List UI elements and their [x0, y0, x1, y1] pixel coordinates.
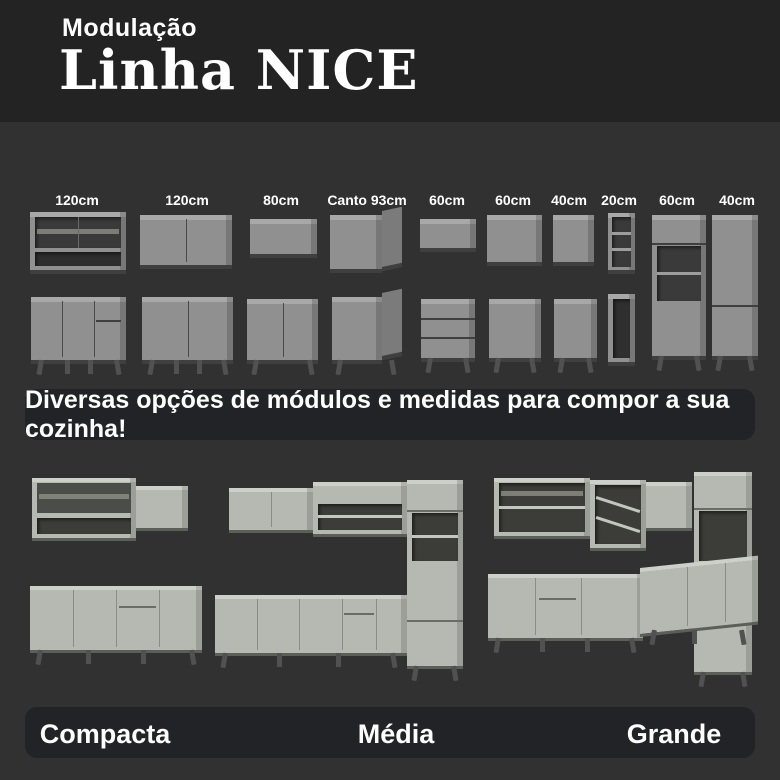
door-divider — [78, 217, 79, 248]
door-divider — [188, 301, 189, 357]
kitchen-grande — [480, 452, 778, 688]
door-divider — [271, 492, 272, 527]
module-size-label: 60cm — [659, 192, 695, 208]
base-cabinet-corner-run — [640, 556, 758, 637]
module-size-label: 80cm — [263, 192, 299, 208]
page-title: Linha NICE — [59, 38, 419, 102]
base-cabinet-80 — [247, 299, 318, 364]
shelf — [499, 506, 585, 509]
tall-tower-60 — [652, 215, 706, 360]
shelf — [612, 232, 631, 235]
glass-panel — [37, 483, 131, 513]
door-divider — [116, 590, 117, 647]
legs — [338, 360, 394, 376]
legs — [223, 653, 395, 669]
info-banner — [25, 385, 755, 443]
corner-wall-cabinet-side — [382, 207, 402, 271]
legs — [150, 360, 226, 376]
legs — [414, 666, 456, 682]
module-size-label: Canto 93cm — [327, 192, 407, 208]
wall-cabinet-80 — [250, 219, 317, 258]
legs — [254, 360, 312, 376]
shelf — [657, 272, 701, 275]
legs — [38, 650, 194, 666]
door-divider — [407, 510, 463, 512]
wall-open-shelves — [494, 478, 590, 539]
door-divider — [73, 590, 74, 647]
module-size-label: 40cm — [719, 192, 755, 208]
module-size-label: 60cm — [429, 192, 465, 208]
open-shelf-tower-bottom — [608, 294, 635, 366]
corner-base-cabinet-front — [332, 297, 382, 364]
base-cabinet-120-drawer — [31, 297, 126, 364]
wall-cabinet-door — [136, 486, 188, 531]
leg — [277, 653, 282, 667]
door-divider — [94, 301, 95, 357]
module-size-label: 40cm — [551, 192, 587, 208]
drawer-line — [421, 318, 475, 320]
kitchen-compacta — [20, 468, 220, 683]
drawer-line — [539, 598, 576, 600]
module-size-label: 120cm — [165, 192, 209, 208]
wall-cabinet-120 — [140, 215, 232, 269]
kitchen-media — [215, 455, 475, 685]
kitchen-label-media: Média — [357, 719, 435, 749]
door-divider — [283, 303, 284, 357]
glass-shelf — [39, 494, 129, 499]
door-divider — [257, 599, 258, 650]
glass-panel — [35, 217, 121, 248]
shelf — [412, 535, 458, 538]
leg — [336, 653, 341, 667]
door-divider — [725, 563, 726, 622]
door-divider — [299, 599, 300, 650]
open-niche — [595, 485, 641, 544]
leg — [197, 360, 202, 374]
module-size-label: 120cm — [55, 192, 99, 208]
leg — [86, 650, 91, 664]
drawer-line — [421, 337, 475, 339]
header-kicker: Modulação — [62, 14, 198, 42]
legs — [496, 638, 634, 654]
open-niche — [699, 511, 747, 561]
header — [0, 0, 780, 122]
door-divider — [535, 578, 536, 635]
microwave-niche — [657, 246, 701, 301]
door-divider — [342, 599, 343, 650]
wall-cabinet-60-tall — [487, 215, 542, 266]
legs — [496, 358, 534, 374]
base-cabinet-120 — [142, 297, 233, 364]
leg — [692, 630, 697, 644]
leg — [585, 638, 590, 652]
drawer-line — [96, 320, 122, 322]
door-divider — [159, 590, 160, 647]
wall-cabinet-glass — [32, 478, 136, 541]
base-cabinet-40 — [554, 299, 597, 362]
open-niche — [318, 504, 402, 530]
wall-cabinet-60 — [420, 219, 476, 252]
open-niche — [499, 483, 585, 532]
drawer-line — [344, 613, 375, 615]
base-cabinet-run — [488, 574, 643, 641]
door-divider — [62, 301, 63, 357]
legs — [560, 358, 591, 374]
tall-tower — [407, 480, 463, 669]
corner-wall-cabinet-front — [330, 215, 382, 273]
wall-cabinet-40 — [553, 215, 594, 266]
wall-cabinet-door — [646, 482, 692, 531]
wall-cabinet-open-shelf — [313, 482, 407, 537]
legs — [701, 672, 745, 688]
kitchen-label-grande: Grande — [626, 719, 722, 749]
leg — [174, 360, 179, 374]
leg — [65, 360, 70, 374]
leg — [540, 638, 545, 652]
shelf-items — [501, 491, 583, 496]
door-divider — [186, 219, 187, 262]
door-divider — [687, 567, 688, 626]
angled-shelf — [596, 496, 641, 513]
legs — [428, 358, 468, 374]
open-shelf-tower-top — [608, 213, 635, 274]
legs — [659, 356, 699, 372]
open-shelf — [35, 252, 121, 266]
door-divider — [694, 508, 752, 510]
base-cabinet-run — [30, 586, 202, 653]
base-cabinet-run — [215, 595, 407, 656]
kitchen-label-compacta: Compacta — [39, 719, 171, 749]
module-size-label: 20cm — [601, 192, 637, 208]
info-banner-text: Diversas opções de módulos e medidas para compor a sua cozinha! — [25, 385, 730, 443]
legs — [39, 360, 119, 376]
corner-wall-shelves — [590, 480, 646, 551]
open-niche — [612, 217, 631, 267]
leg — [141, 650, 146, 664]
corner-base-cabinet-side — [382, 289, 402, 360]
door-divider — [652, 243, 706, 245]
leg — [88, 360, 93, 374]
base-cabinet-60 — [489, 299, 541, 362]
drawer-line — [119, 606, 155, 608]
door-divider — [712, 305, 758, 307]
door-divider — [376, 599, 377, 650]
open-niche — [613, 299, 630, 358]
tall-pantry-40 — [712, 215, 758, 360]
wall-cabinet-2-doors — [229, 488, 313, 533]
door-divider — [407, 620, 463, 622]
microwave-niche — [412, 513, 458, 561]
shelf — [318, 515, 402, 518]
legs — [652, 630, 744, 646]
door-divider — [581, 578, 582, 635]
angled-shelf — [596, 516, 641, 533]
base-drawer-unit-60 — [421, 299, 475, 362]
module-size-label: 60cm — [495, 192, 531, 208]
shelf — [612, 248, 631, 251]
legs — [718, 356, 752, 372]
wall-cabinet-120-glass — [30, 212, 126, 274]
open-shelf — [37, 518, 131, 534]
